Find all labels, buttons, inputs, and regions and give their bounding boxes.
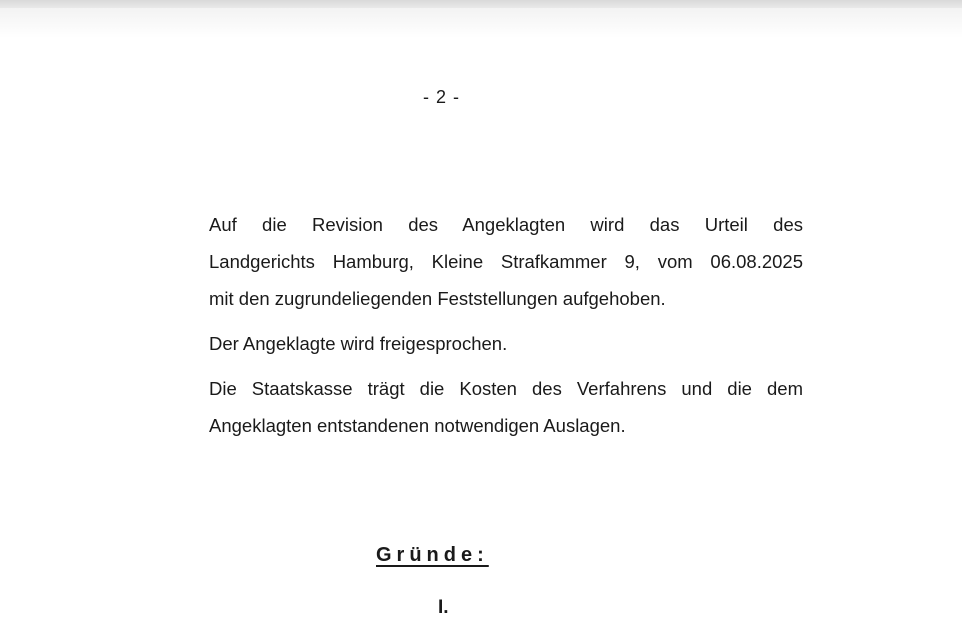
judgment-operative-part — [209, 206, 803, 452]
paragraph-line: Angeklagten entstandenen notwendigen Auslagen. — [209, 415, 626, 436]
page-number: - 2 - — [422, 87, 460, 107]
paragraph-acquittal: Der Angeklagte wird freigesprochen. — [209, 333, 508, 354]
paragraph-costs — [209, 370, 803, 444]
section-number: I. — [438, 597, 449, 618]
paragraph-line: Auf die Revision des Angeklagten wird das Urteil des — [209, 214, 803, 235]
paragraph-line: Die Staatskasse trägt die Kosten des Verfahrens und die dem — [209, 378, 803, 399]
paragraph-line: mit den zugrundeliegenden Feststellungen aufgehoben. — [209, 288, 666, 309]
scan-shadow — [0, 8, 962, 38]
scan-edge — [0, 0, 962, 8]
reasons-heading: Gründe: — [376, 544, 489, 566]
paragraph-line: Landgerichts Hamburg, Kleine Strafkammer 9, vom 06.08.2025 — [209, 251, 803, 272]
paragraph-revision — [209, 206, 803, 317]
